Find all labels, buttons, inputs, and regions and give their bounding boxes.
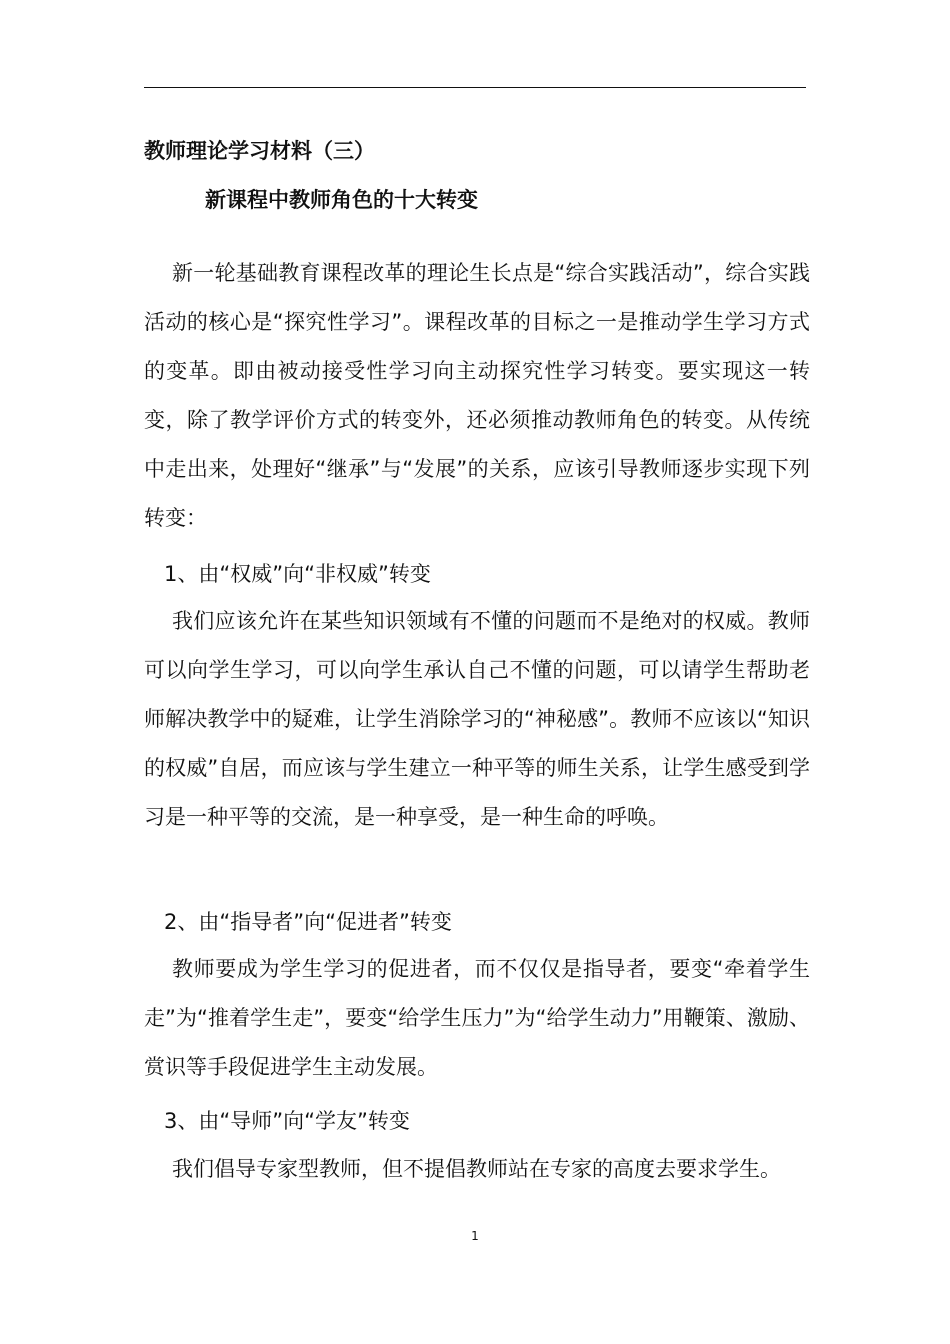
document-title: 教师理论学习材料（三） <box>144 139 375 163</box>
section-heading-2: 2、由“指导者”向“促进者”转变 <box>164 910 452 934</box>
header-rule <box>144 87 806 88</box>
section-body-3: 我们倡导专家型教师，但不提倡教师站在专家的高度去要求学生。 <box>172 1157 781 1181</box>
document-subtitle: 新课程中教师角色的十大转变 <box>205 188 478 212</box>
intro-paragraph: 新一轮基础教育课程改革的理论生长点是“综合实践活动”，综合实践活动的核心是“探究性学习”。课程改革的目标之一是推动学生学习方式的变革。即由被动接受性学习向主动探究性学习转变。要实现这一转变，除了教学评价方式的转变外，还必须推动教师角色的转变。从传统中走出来，处理好“继承”与“发展”的关系，应该引导教师逐步实现下列转变： <box>144 261 810 530</box>
section-heading-1: 1、由“权威”向“非权威”转变 <box>164 562 431 586</box>
section-heading-3: 3、由“导师”向“学友”转变 <box>164 1109 410 1133</box>
page-number: 1 <box>471 1229 479 1243</box>
section-body-2: 教师要成为学生学习的促进者，而不仅仅是指导者，要变“牵着学生走”为“推着学生走”，要变“给学生压力”为“给学生动力”用鞭策、激励、赏识等手段促进学生主动发展。 <box>144 957 810 1079</box>
section-body-1: 我们应该允许在某些知识领域有不懂的问题而不是绝对的权威。教师可以向学生学习，可以向学生承认自己不懂的问题，可以请学生帮助老师解决教学中的疑难，让学生消除学习的“神秘感”。教师不应该以“知识的权威”自居，而应该与学生建立一种平等的师生关系，让学生感受到学习是一种平等的交流，是一种享受，是一种生命的呼唤。 <box>144 609 810 829</box>
